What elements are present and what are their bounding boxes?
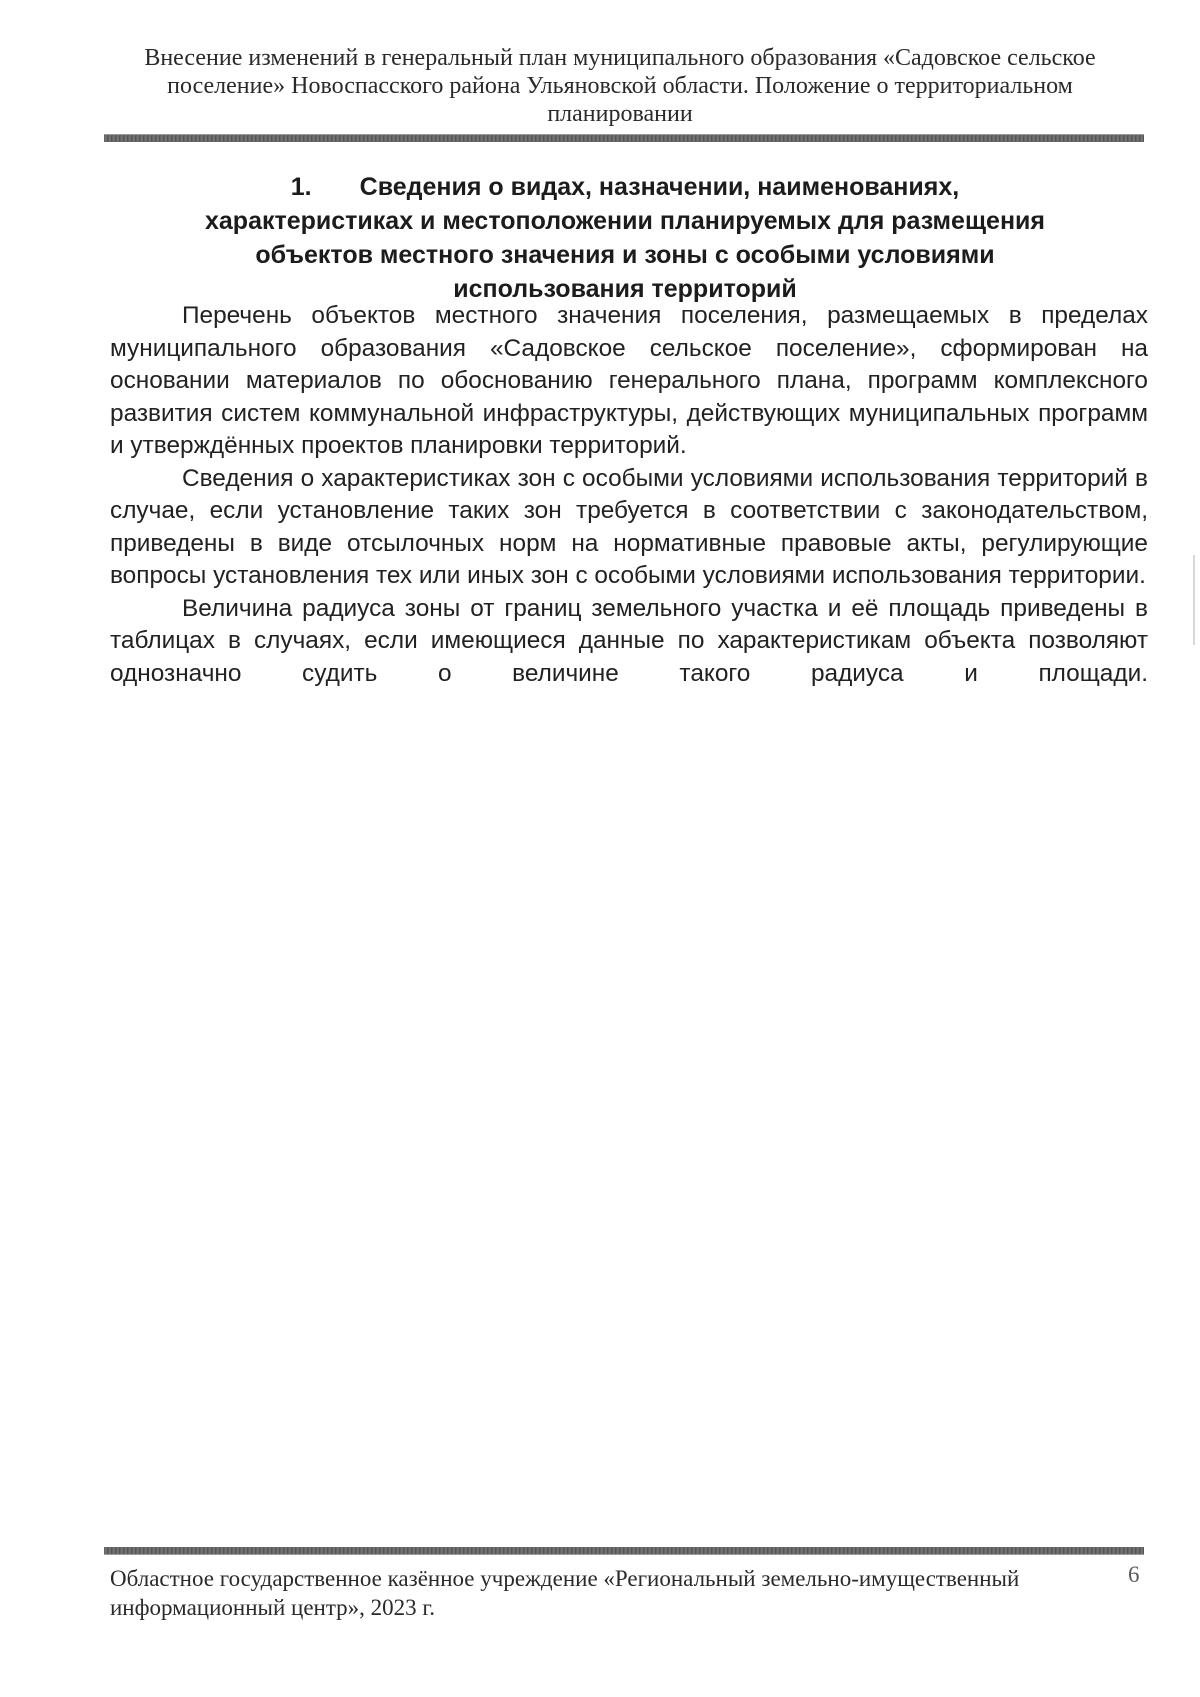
paragraph: Перечень объектов местного значения поселения, размещаемых в пределах муниципального образования «Садовское сельское поселение», сформирован на основании материалов по обоснованию генерального плана, программ комплексного развития систем коммунальной инфраструктуры, действующих муниципальных программ и утверждённых проектов планировки территорий. <box>110 302 1148 459</box>
running-header: Внесение изменений в генеральный план муниципального образования «Садовское сельское поселение» Новоспасского района Ульяновской области. Положение о территориальном планировании <box>144 45 1096 127</box>
paragraph: Сведения о характеристиках зон с особыми условиями использования территорий в случае, если установление таких зон требуется в соответствии с законодательством, приведены в виде отсылочных норм на нормативные правовые акты, регулирующие вопросы установления тех или иных зон с особыми условиями использования территории. <box>110 464 1148 589</box>
footer-divider <box>104 1547 1144 1555</box>
scan-artifact <box>1193 555 1195 645</box>
running-footer: Областное государственное казённое учреждение «Региональный земельно-имущественный информационный центр», 2023 г. <box>110 1566 1020 1620</box>
page-number: 6 <box>1128 1562 1140 1587</box>
section-number: 1. <box>290 173 312 201</box>
section-title-text: Сведения о видах, назначении, наименованиях, характеристиках и местоположении планируемых для размещения объектов местного значения и зоны с особыми условиями использования территорий <box>204 173 1045 303</box>
header-divider <box>104 134 1144 142</box>
body-text <box>110 300 1148 690</box>
paragraph: Величина радиуса зоны от границ земельного участка и её площадь приведены в таблицах в случаях, если имеющиеся данные по характеристикам объекта позволяют однозначно судить о величине такого радиуса и площади. <box>110 594 1148 687</box>
section-heading <box>190 170 1060 306</box>
